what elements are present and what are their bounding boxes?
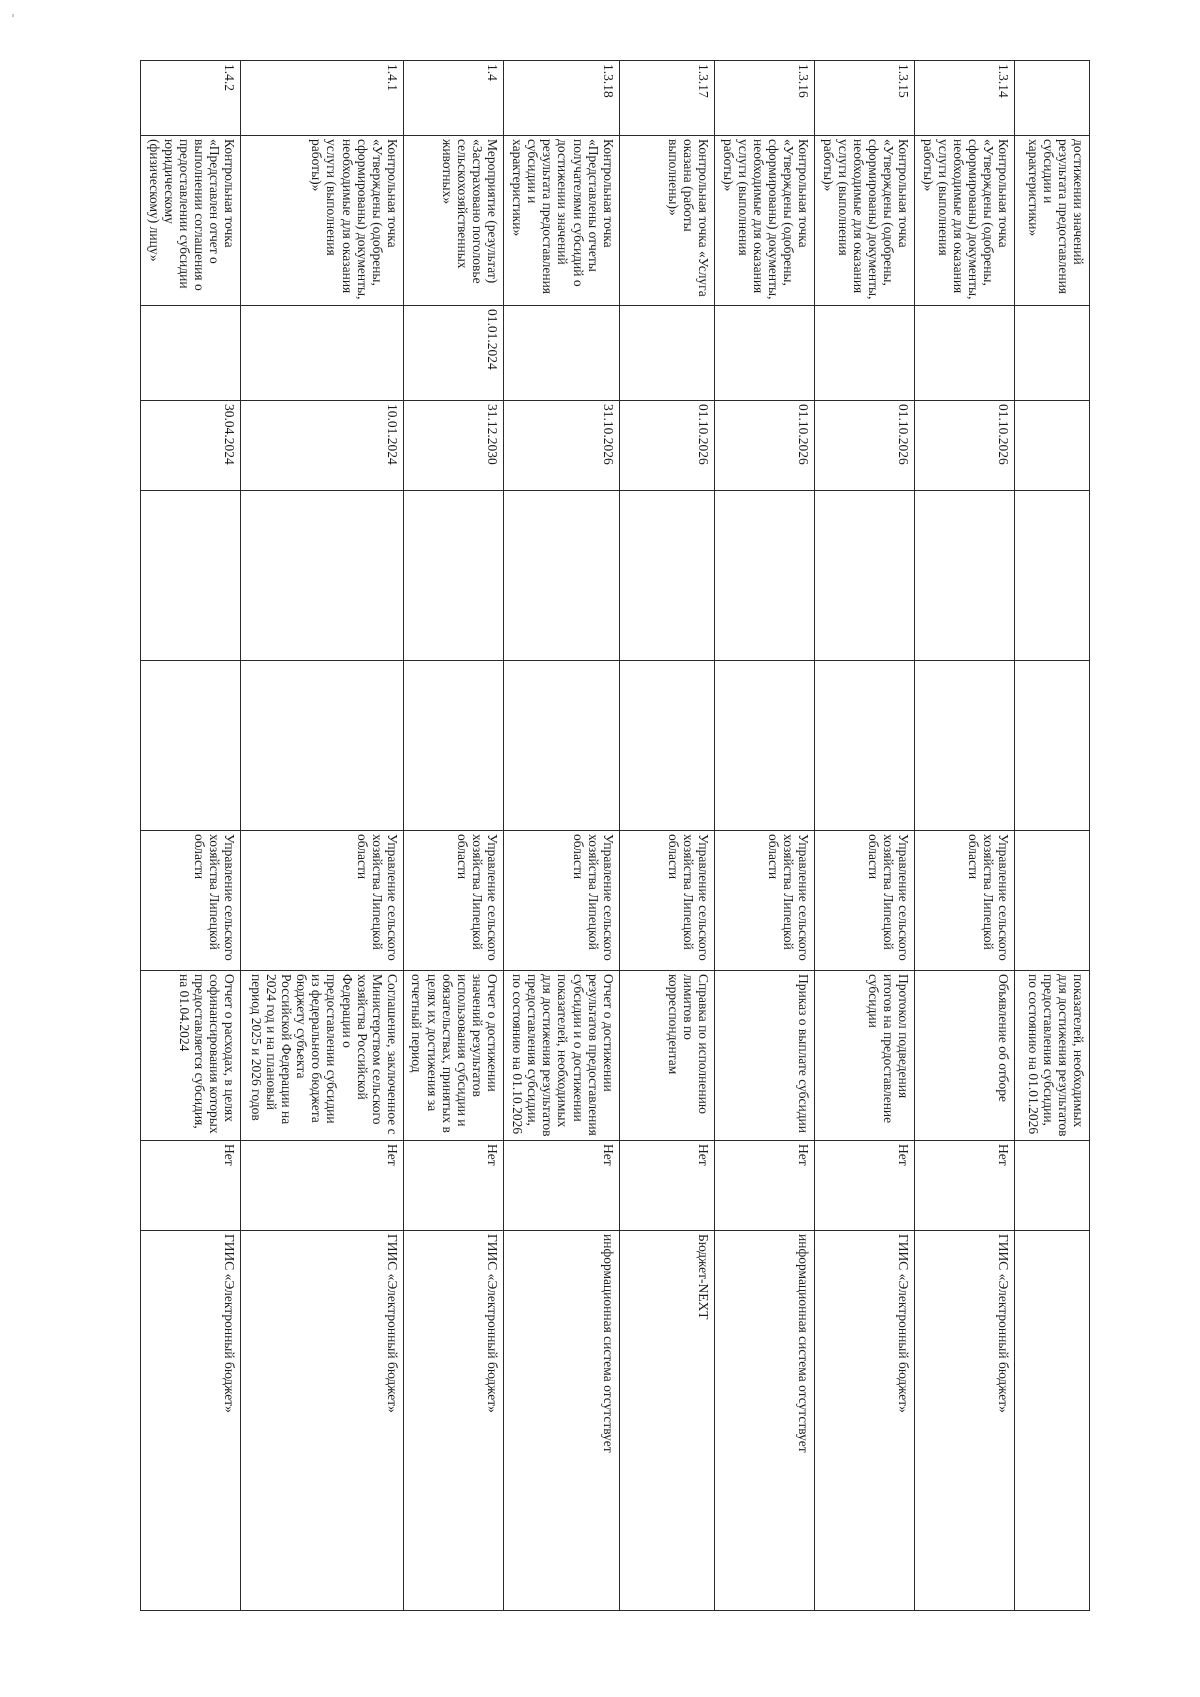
confirming-document: показателей, необходимых для достижения результатов предоставления субсидии, по состоянию на 01.01.2026 [1015, 971, 1090, 1141]
start-date [815, 306, 915, 401]
start-date: 01.01.2024 [403, 306, 503, 401]
information-system: ГИИС «Электронный бюджет» [141, 1231, 241, 1611]
approval-needed: Нет [141, 1141, 241, 1231]
row-number: 1.3.16 [715, 61, 815, 136]
empty-cell [141, 661, 241, 831]
confirming-document: Объявление об отборе [915, 971, 1015, 1141]
empty-cell [915, 661, 1015, 831]
approval-needed: Нет [504, 1141, 620, 1231]
control-point-name: достижении значений результата предоставления субсидии и характеристики» [1015, 136, 1090, 306]
start-date [1015, 306, 1090, 401]
row-number: 1.3.15 [815, 61, 915, 136]
empty-cell [715, 491, 815, 661]
information-system: ГИИС «Электронный бюджет» [403, 1231, 503, 1611]
approval-needed: Нет [815, 1141, 915, 1231]
table-row [403, 61, 503, 1611]
scan-mark [12, 14, 14, 17]
end-date: 10.01.2024 [241, 401, 404, 491]
approval-needed: Нет [403, 1141, 503, 1231]
start-date [619, 306, 714, 401]
end-date: 31.10.2026 [504, 401, 620, 491]
responsible-executor: Управление сельского хозяйства Липецкой области [141, 831, 241, 971]
confirming-document: Отчет о достижении значений результатов использования субсидии и обязательствах, принятых в целях их достижения за отчетный период [403, 971, 503, 1141]
confirming-document: Отчет о расходах, в целях софинансирования которых предоставляется субсидия, на 01.04.2024 [141, 971, 241, 1141]
approval-needed: Нет [715, 1141, 815, 1231]
confirming-document: Протокол подведения итогов на предоставление субсидии [815, 971, 915, 1141]
row-number: 1.4.2 [141, 61, 241, 136]
schedule-table [140, 60, 1090, 1611]
responsible-executor: Управление сельского хозяйства Липецкой области [815, 831, 915, 971]
responsible-executor: Управление сельского хозяйства Липецкой области [403, 831, 503, 971]
end-date: 01.10.2026 [715, 401, 815, 491]
row-number: 1.3.14 [915, 61, 1015, 136]
empty-cell [1015, 661, 1090, 831]
start-date [241, 306, 404, 401]
information-system: ГИИС «Электронный бюджет» [241, 1231, 404, 1611]
approval-needed: Нет [619, 1141, 714, 1231]
table-row [815, 61, 915, 1611]
control-point-name: Контрольная точка «Утверждены (одобрены, сформированы) документы, необходимые для оказания услуги (выполнения работы)» [815, 136, 915, 306]
information-system: ГИИС «Электронный бюджет» [915, 1231, 1015, 1611]
end-date: 01.10.2026 [619, 401, 714, 491]
approval-needed: Нет [915, 1141, 1015, 1231]
confirming-document: Приказ о выплате субсидии [715, 971, 815, 1141]
empty-cell [141, 491, 241, 661]
control-point-name: Контрольная точка «Утверждены (одобрены, сформированы) документы, необходимые для оказания услуги (выполнения работы)» [715, 136, 815, 306]
control-point-name: Контрольная точка «Представлен отчет о выполнении соглашения о предоставлении субсидии юридическому (физическому) лицу» [141, 136, 241, 306]
start-date [141, 306, 241, 401]
information-system: информационная система отсутствует [504, 1231, 620, 1611]
row-number: 1.3.17 [619, 61, 714, 136]
responsible-executor: Управление сельского хозяйства Липецкой области [915, 831, 1015, 971]
row-number [1015, 61, 1090, 136]
empty-cell [504, 491, 620, 661]
empty-cell [915, 491, 1015, 661]
information-system: информационная система отсутствует [715, 1231, 815, 1611]
table-body [141, 61, 1090, 1611]
table-row [241, 61, 404, 1611]
control-point-name: Контрольная точка «Утверждены (одобрены, сформированы) документы, необходимые для оказания услуги (выполнения работы)» [241, 136, 404, 306]
start-date [504, 306, 620, 401]
end-date: 31.12.2030 [403, 401, 503, 491]
empty-cell [241, 491, 404, 661]
table-row [504, 61, 620, 1611]
control-point-name: Контрольная точка «Утверждены (одобрены, сформированы) документы, необходимые для оказания услуги (выполнения работы)» [915, 136, 1015, 306]
confirming-document: Соглашение, заключенное с Министерством сельского хозяйства Российской Федерации о предоставлении субсидии из федерального бюджета бюджету субъекта Российской Федерации на 2024 год и на плановый период 2025 и 2026 годов [241, 971, 404, 1141]
control-point-name: Контрольная точка «Представлены отчеты получателями субсидий о достижении значений результата предоставления субсидии и характеристики» [504, 136, 620, 306]
empty-cell [1015, 491, 1090, 661]
start-date [715, 306, 815, 401]
confirming-document: Справка по исполнению лимитов по корреспондентам [619, 971, 714, 1141]
information-system: ГИИС «Электронный бюджет» [815, 1231, 915, 1611]
table-row [915, 61, 1015, 1611]
end-date: 30.04.2024 [141, 401, 241, 491]
empty-cell [504, 661, 620, 831]
row-number: 1.4 [403, 61, 503, 136]
table-row [715, 61, 815, 1611]
empty-cell [403, 661, 503, 831]
table-row [1015, 61, 1090, 1611]
end-date: 01.10.2026 [915, 401, 1015, 491]
end-date [1015, 401, 1090, 491]
control-point-name: Контрольная точка «Услуга оказана (работы выполнены)» [619, 136, 714, 306]
empty-cell [403, 491, 503, 661]
row-number: 1.4.1 [241, 61, 404, 136]
information-system: Бюджет-NEXT [619, 1231, 714, 1611]
responsible-executor: Управление сельского хозяйства Липецкой области [715, 831, 815, 971]
row-number: 1.3.18 [504, 61, 620, 136]
empty-cell [815, 491, 915, 661]
end-date: 01.10.2026 [815, 401, 915, 491]
information-system [1015, 1231, 1090, 1611]
empty-cell [715, 661, 815, 831]
responsible-executor: Управление сельского хозяйства Липецкой области [619, 831, 714, 971]
control-point-name: Мероприятие (результат) «Застраховано поголовье сельскохозяйственных животных» [403, 136, 503, 306]
table-row [619, 61, 714, 1611]
approval-needed [1015, 1141, 1090, 1231]
responsible-executor [1015, 831, 1090, 971]
empty-cell [241, 661, 404, 831]
empty-cell [619, 661, 714, 831]
confirming-document: Отчет о достижении результатов предоставления субсидии и о достижении показателей, необходимых для достижения результатов предоставления субсидии, по состоянию на 01.10.2026 [504, 971, 620, 1141]
start-date [915, 306, 1015, 401]
responsible-executor: Управление сельского хозяйства Липецкой области [241, 831, 404, 971]
table-row [141, 61, 241, 1611]
empty-cell [815, 661, 915, 831]
empty-cell [619, 491, 714, 661]
responsible-executor: Управление сельского хозяйства Липецкой области [504, 831, 620, 971]
approval-needed: Нет [241, 1141, 404, 1231]
